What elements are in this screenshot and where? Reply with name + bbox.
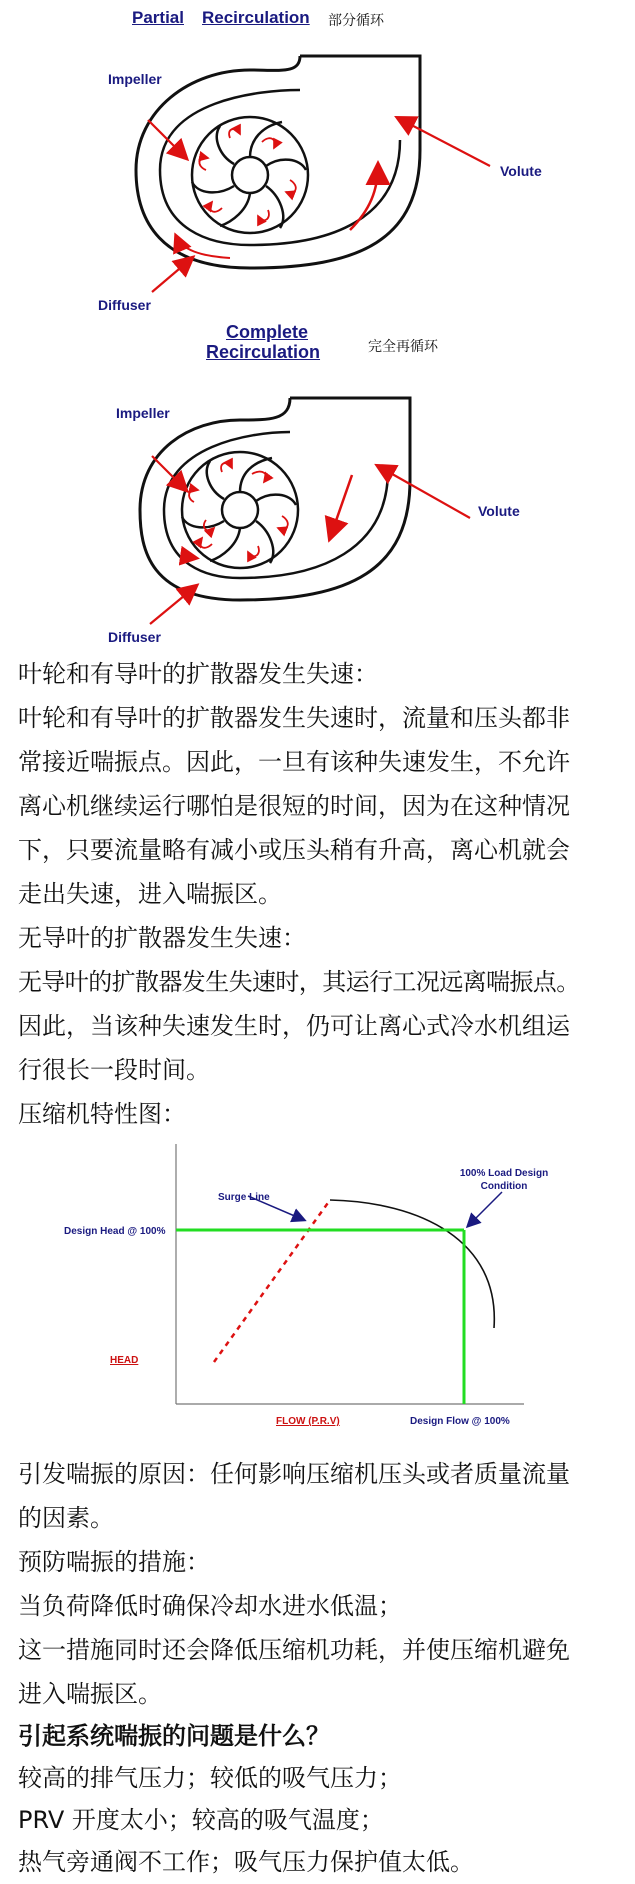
paragraph-line: 引发喘振的原因：任何影响压缩机压头或者质量流量 — [18, 1460, 570, 1488]
paragraph-line: 的因素。 — [18, 1504, 114, 1532]
figure2-title-line2: Recirculation — [206, 342, 321, 362]
volute-outline — [136, 56, 420, 268]
paragraph-line: PRV 开度太小；较高的吸气温度； — [18, 1806, 384, 1834]
design-condition-label-1: 100% Load Design — [459, 1168, 549, 1179]
paragraph-line: 叶轮和有导叶的扩散器发生失速： — [18, 660, 378, 688]
design-condition-label-2: Condition — [480, 1181, 528, 1192]
paragraph-line: 走出失速，进入喘振区。 — [18, 880, 282, 908]
impeller-hub — [232, 157, 268, 193]
figure1-title-word1: Partial — [132, 8, 184, 27]
figure2-label-impeller: Impeller — [116, 405, 170, 421]
paragraph-line: 下，只要流量略有减小或压头稍有升高，离心机就会 — [18, 836, 570, 864]
head-axis-label: HEAD — [110, 1355, 139, 1366]
design-flow-label: Design Flow @ 100% — [410, 1416, 510, 1427]
figure2-label-diffuser: Diffuser — [108, 629, 161, 645]
surge-line-label: Surge Line — [218, 1192, 270, 1203]
volute-outline — [140, 398, 410, 600]
impeller-blades — [192, 122, 306, 228]
paragraph-line: 无导叶的扩散器发生失速时，其运行工况远离喘振点。 — [18, 968, 580, 996]
recirculation-arrows — [189, 463, 288, 556]
design-head-label: Design Head @ 100% — [64, 1226, 166, 1237]
figure2-title-line1: Complete — [226, 322, 309, 342]
compressor-characteristic-chart — [0, 1130, 635, 1430]
figure2-title-cn: 完全再循环 — [368, 339, 438, 355]
performance-curve — [330, 1200, 494, 1328]
paragraph-line: 行很长一段时间。 — [18, 1056, 210, 1084]
paragraph-line: 常接近喘振点。因此，一旦有该种失速发生，不允许 — [18, 748, 570, 776]
paragraph-line: 这一措施同时还会降低压缩机功耗，并使压缩机避免 — [18, 1636, 570, 1664]
impeller-hub — [222, 492, 258, 528]
figure1-label-diffuser: Diffuser — [98, 297, 151, 313]
flow-axis-label: FLOW (P.R.V) — [276, 1416, 340, 1427]
impeller-disc — [192, 117, 308, 233]
paragraph-line: 离心机继续运行哪怕是很短的时间，因为在这种情况 — [18, 792, 570, 820]
surge-line — [214, 1200, 330, 1362]
impeller-disc — [182, 452, 298, 568]
paragraph-line: 较高的排气压力；较低的吸气压力； — [18, 1764, 402, 1792]
paragraph-line: 热气旁通阀不工作；吸气压力保护值太低。 — [18, 1848, 474, 1876]
partial-recirculation-figure — [0, 30, 635, 320]
figure2-label-volute: Volute — [478, 503, 520, 519]
paragraph-line: 因此，当该种失速发生时，仍可让离心式冷水机组运 — [18, 1012, 570, 1040]
section-heading: 引起系统喘振的问题是什么？ — [18, 1722, 330, 1750]
paragraph-line: 压缩机特性图： — [18, 1100, 186, 1128]
figure1-label-volute: Volute — [500, 163, 542, 179]
impeller-blades — [182, 458, 296, 563]
figure1-title-word2: Recirculation — [202, 8, 310, 27]
paragraph-line: 进入喘振区。 — [18, 1680, 162, 1708]
paragraph-line: 叶轮和有导叶的扩散器发生失速时，流量和压头都非 — [18, 704, 570, 732]
paragraph-line: 无导叶的扩散器发生失速： — [18, 924, 306, 952]
figure1-label-impeller: Impeller — [108, 71, 162, 87]
figure1-title-cn: 部分循环 — [328, 13, 384, 29]
paragraph-line: 预防喘振的措施： — [18, 1548, 210, 1576]
complete-recirculation-figure — [0, 370, 635, 650]
paragraph-line: 当负荷降低时确保冷却水进水低温； — [18, 1592, 402, 1620]
